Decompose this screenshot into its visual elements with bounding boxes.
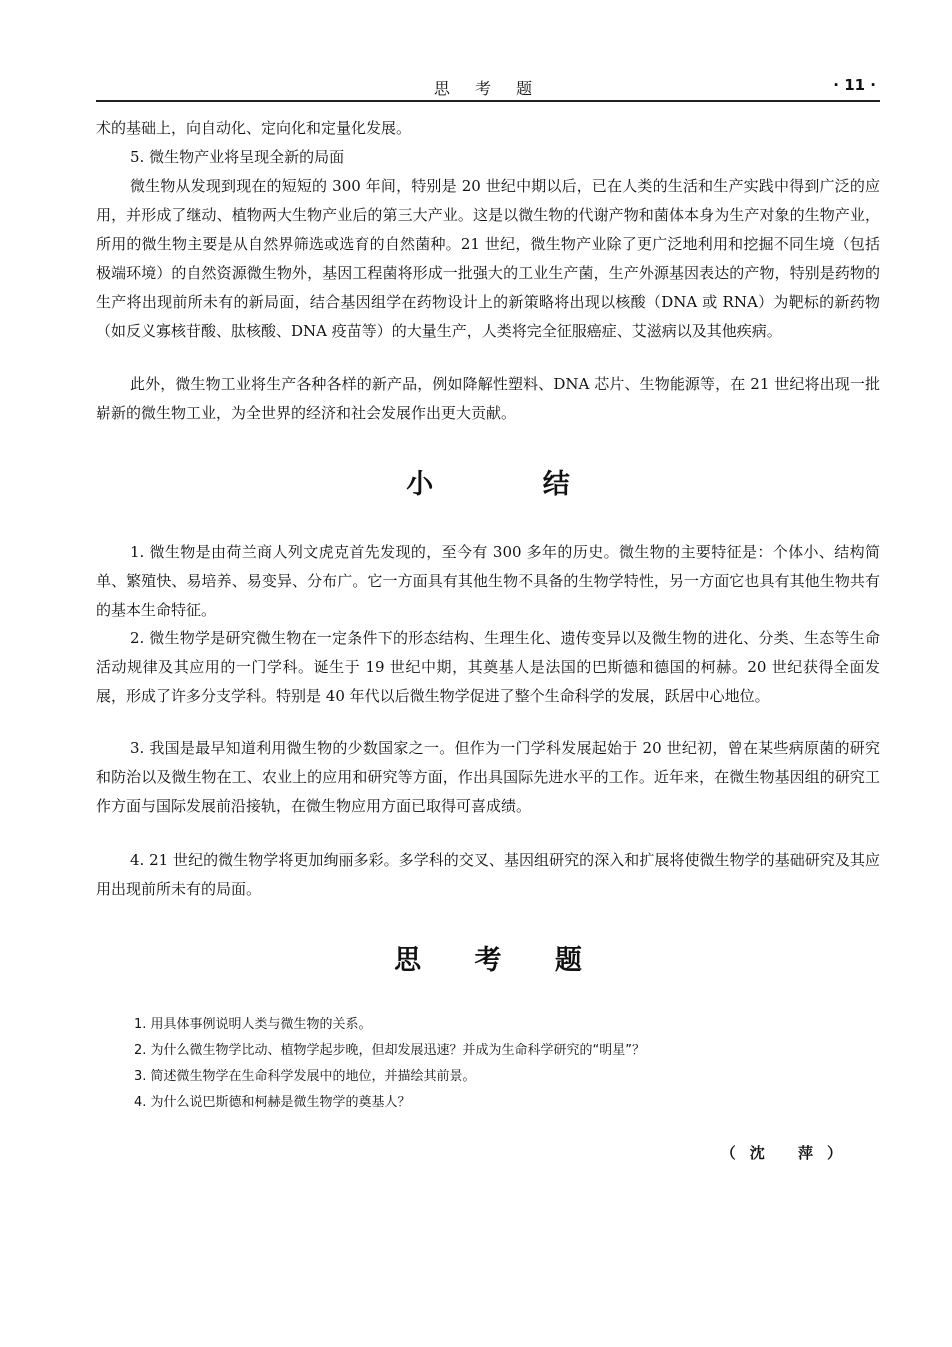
section-item-5-title: 5. 微生物产业将呈现全新的局面 bbox=[130, 148, 345, 166]
paragraph-microbial-products: 此外，微生物工业将生产各种各样的新产品，例如降解性塑料、DNA 芯片、生物能源等，在 21 世纪将出现一批崭新的微生物工业，为全世界的经济和社会发展作出更大贡献。 bbox=[96, 375, 880, 422]
questions-heading: 思 考 题 bbox=[394, 945, 604, 976]
question-list bbox=[134, 1012, 874, 1116]
paragraph-continuation: 术的基础上，向自动化、定向化和定量化发展。 bbox=[96, 119, 412, 137]
question-item: 3. 简述微生物学在生命科学发展中的地位，并描绘其前景。 bbox=[134, 1069, 476, 1084]
summary-item-1: 1. 微生物是由荷兰商人列文虎克首先发现的，至今有 300 多年的历史。微生物的主要特征是：个体小、结构简单、繁殖快、易培养、易变异、分布广。它一方面具有其他生物不具备的生物学特性，另一方面它也具有其他生物共有的基本生命特征。 bbox=[96, 543, 880, 619]
running-header-title: 思 考 题 bbox=[433, 79, 543, 98]
question-item: 4. 为什么说巴斯德和柯赫是微生物学的奠基人？ bbox=[134, 1095, 411, 1110]
author-credit: （沈 萍） bbox=[720, 1144, 856, 1162]
paragraph-microbial-industry: 微生物从发现到现在的短短的 300 年间，特别是 20 世纪中期以后，已在人类的生活和生产实践中得到广泛的应用，并形成了继动、植物两大生物产业后的第三大产业。这是以微生物的代谢产物和菌体本身为生产对象的生物产业，所用的微生物主要是从自然界筛选或选育的自然菌种。21 世纪，微生物产业除了更广泛地利用和挖掘不同生境（包括极端环境）的自然资源微生物外，基因工程菌将形成一批强大的工业生产菌，生产外源基因表达的产物，特别是药物的生产将出现前所未有的新局面，结合基因组学在药物设计上的新策略将出现以核酸（DNA 或 RNA）为靶标的新药物（如反义寡核苷酸、肽核酸、DNA 疫苗等）的大量生产，人类将完全征服癌症、艾滋病以及其他疾病。 bbox=[96, 177, 880, 340]
page-number: · 11 · bbox=[833, 76, 876, 94]
summary-item-3: 3. 我国是最早知道利用微生物的少数国家之一。但作为一门学科发展起始于 20 世纪初，曾在某些病原菌的研究和防治以及微生物在工、农业上的应用和研究等方面，作出具国际先进水平的工作。近年来，在微生物基因组的研究工作方面与国际发展前沿接轨，在微生物应用方面已取得可喜成绩。 bbox=[96, 739, 880, 815]
question-item: 1. 用具体事例说明人类与微生物的关系。 bbox=[134, 1017, 372, 1032]
summary-heading: 小 结 bbox=[406, 469, 620, 500]
running-header bbox=[96, 72, 880, 102]
summary-item-4: 4. 21 世纪的微生物学将更加绚丽多彩。多学科的交叉、基因组研究的深入和扩展将使微生物学的基础研究及其应用出现前所未有的局面。 bbox=[96, 851, 880, 898]
summary-item-2: 2. 微生物学是研究微生物在一定条件下的形态结构、生理生化、遗传变异以及微生物的进化、分类、生态等生命活动规律及其应用的一门学科。诞生于 19 世纪中期，其奠基人是法国的巴斯德和德国的柯赫。20 世纪获得全面发展，形成了许多分支学科。特别是 40 年代以后微生物学促进了整个生命科学的发展，跃居中心地位。 bbox=[96, 629, 880, 705]
question-item: 2. 为什么微生物学比动、植物学起步晚，但却发展迅速？并成为生命科学研究的“明星”？ bbox=[134, 1043, 646, 1058]
